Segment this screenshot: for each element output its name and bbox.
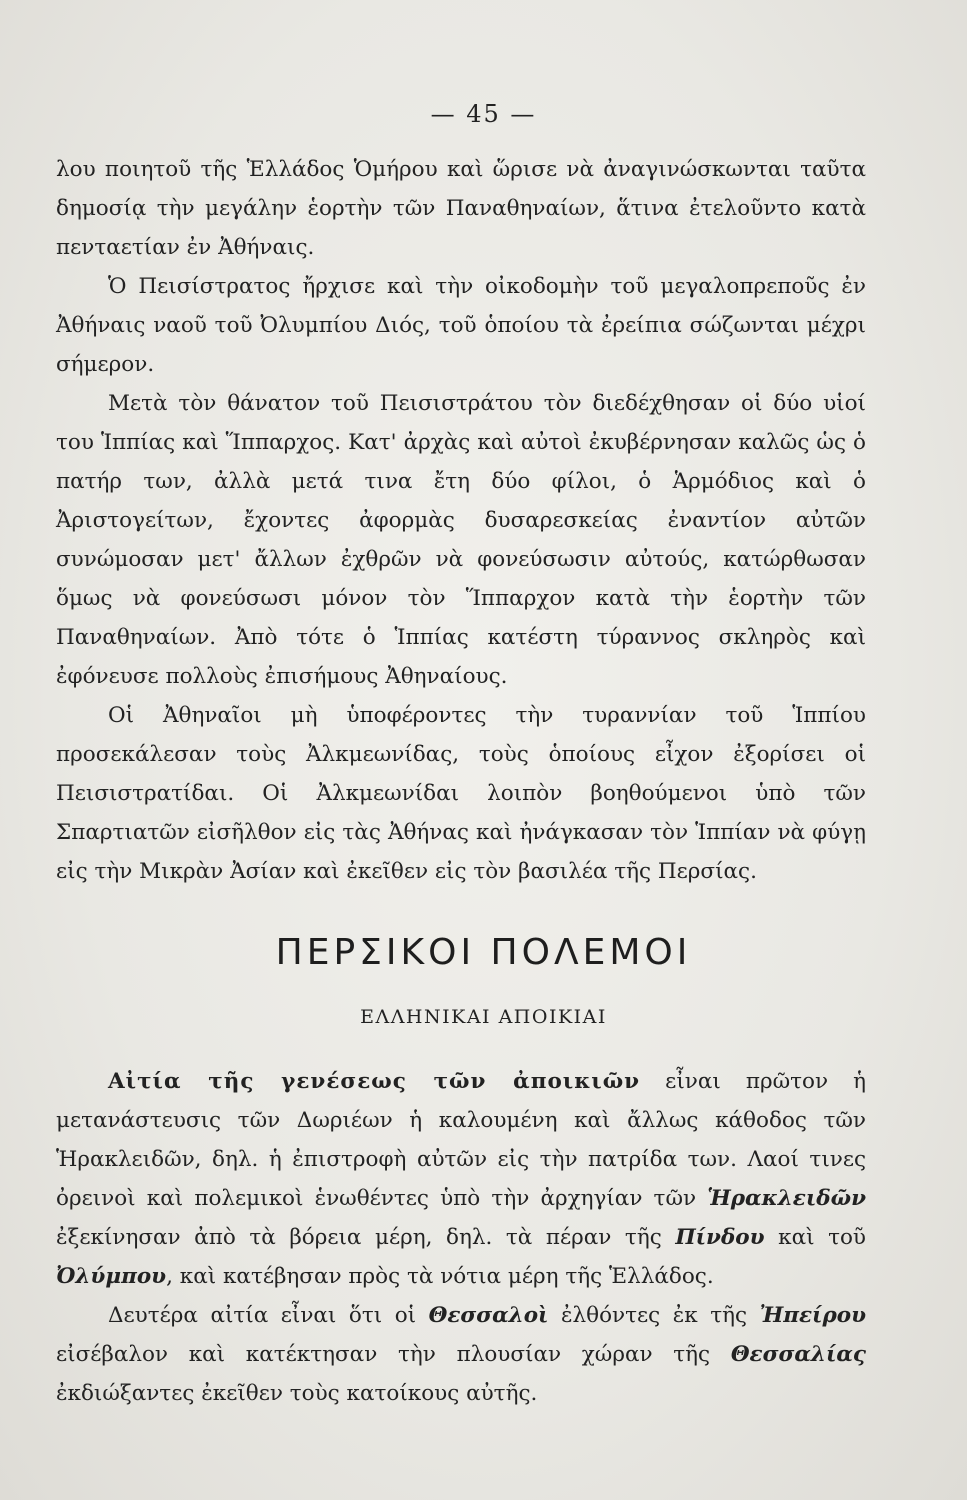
emphasis-epirus: Ἠπείρου [759, 1303, 866, 1328]
text-run: , καὶ κατέβησαν πρὸς τὰ νότια μέρη τῆς Ἑλλάδος. [166, 1264, 714, 1289]
top-text-block [56, 150, 866, 891]
lead-phrase: Αἰτία τῆς γενέσεως τῶν ἀποικιῶν [108, 1069, 641, 1094]
paragraph-homer-continuation: λου ποιητοῦ τῆς Ἑλλάδος Ὁμήρου καὶ ὥρισε νὰ ἀναγινώσκωνται ταῦτα δημοσίᾳ τὴν μεγάλην ἑορτὴν τῶν Παναθηναίων, ἅτινα ἐτελοῦντο κατὰ πενταετίαν ἐν Ἀθήναις. [56, 157, 866, 260]
emphasis-pindus: Πίνδου [675, 1225, 765, 1250]
text-run: εἰσέβαλον καὶ κατέκτησαν τὴν πλουσίαν χώραν τῆς [56, 1342, 731, 1367]
emphasis-heraclids: Ἡρακλειδῶν [707, 1186, 866, 1211]
emphasis-thessaly: Θεσσαλίας [730, 1342, 866, 1367]
section-subheading: ΕΛΛΗΝΙΚΑΙ ΑΠΟΙΚΙΑΙ [360, 1006, 607, 1028]
paragraph-alcmaeonids: Οἱ Ἀθηναῖοι μὴ ὑποφέροντες τὴν τυραννίαν τοῦ Ἱππίου προσεκάλεσαν τοὺς Ἀλκμεωνίδας, τοὺς ὁποίους εἶχον ἐξορίσει οἱ Πεισιστρατίδαι. Οἱ Ἀλκμεωνίδαι λοιπὸν βοηθούμενοι ὑπὸ τῶν Σπαρτιατῶν εἰσῆλθον εἰς τὰς Ἀθήνας καὶ ἠνάγκασαν τὸν Ἱππίαν νὰ φύγῃ εἰς τὴν Μικρὰν Ἀσίαν καὶ ἐκεῖθεν εἰς τὸν βασιλέα τῆς Περσίας. [56, 703, 866, 884]
emphasis-olympus: Ὀλύμπου [56, 1264, 167, 1289]
paragraph-hippias-hipparchus: Μετὰ τὸν θάνατον τοῦ Πεισιστράτου τὸν διεδέχθησαν οἱ δύο υἱοί του Ἱππίας καὶ Ἵππαρχος. Κατ' ἀρχὰς καὶ αὐτοὶ ἐκυβέρνησαν καλῶς ὡς ὁ πατήρ των, ἀλλὰ μετά τινα ἔτη δύο φίλοι, ὁ Ἁρμόδιος καὶ ὁ Ἀριστογείτων, ἔχοντες ἀφορμὰς δυσαρεσκείας ἐναντίον αὐτῶν συνώμοσαν μετ' ἄλλων ἐχθρῶν νὰ φονεύσωσιν αὐτούς, κατώρθωσαν ὅμως νὰ φονεύσωσι μόνον τὸν Ἵππαρχον κατὰ τὴν ἑορτὴν τῶν Παναθηναίων. Ἀπὸ τότε ὁ Ἱππίας κατέστη τύραννος σκληρὸς καὶ ἐφόνευσε πολλοὺς ἐπισήμους Ἀθηναίους. [56, 391, 866, 689]
text-run: εἶναι πρῶτον ἡ μετανάστευσις τῶν Δωριέων ἡ καλουμένη καὶ ἄλλως κάθοδος τῶν Ἡρακλειδῶν, δηλ. ἡ ἐπιστροφὴ αὐτῶν εἰς τὴν πατρίδα των. Λαοί τινες ὀρεινοὶ καὶ πολεμικοὶ ἑνωθέντες ὑπὸ τὴν ἀρχηγίαν τῶν [56, 1069, 867, 1211]
page-number: — 45 — [430, 100, 537, 128]
text-run: ἐλθόντες ἐκ τῆς [548, 1303, 760, 1328]
paragraph-second-cause [56, 1296, 866, 1413]
text-run: καὶ τοῦ [764, 1225, 866, 1250]
text-run: ἐκδιώξαντες ἐκεῖθεν τοὺς κατοίκους αὐτῆς. [56, 1381, 538, 1406]
paragraph-temple-of-zeus: Ὁ Πεισίστρατος ἤρχισε καὶ τὴν οἰκοδομὴν τοῦ μεγαλοπρεποῦς ἐν Ἀθήναις ναοῦ τοῦ Ὀλυμπίου Διός, τοῦ ὁποίου τὰ ἐρείπια σώζωνται μέχρι σήμερον. [56, 274, 866, 377]
text-run: Δευτέρα αἰτία εἶναι ὅτι οἱ [108, 1303, 429, 1328]
emphasis-thessalians: Θεσσαλοὶ [428, 1303, 549, 1328]
colonies-text-block [56, 1062, 866, 1413]
paragraph-causes-of-colonies [56, 1062, 866, 1296]
text-run: ἐξεκίνησαν ἀπὸ τὰ βόρεια μέρη, δηλ. τὰ πέραν τῆς [56, 1225, 676, 1250]
section-heading: ΠΕΡΣΙΚΟΙ ΠΟΛΕΜΟΙ [275, 932, 692, 973]
